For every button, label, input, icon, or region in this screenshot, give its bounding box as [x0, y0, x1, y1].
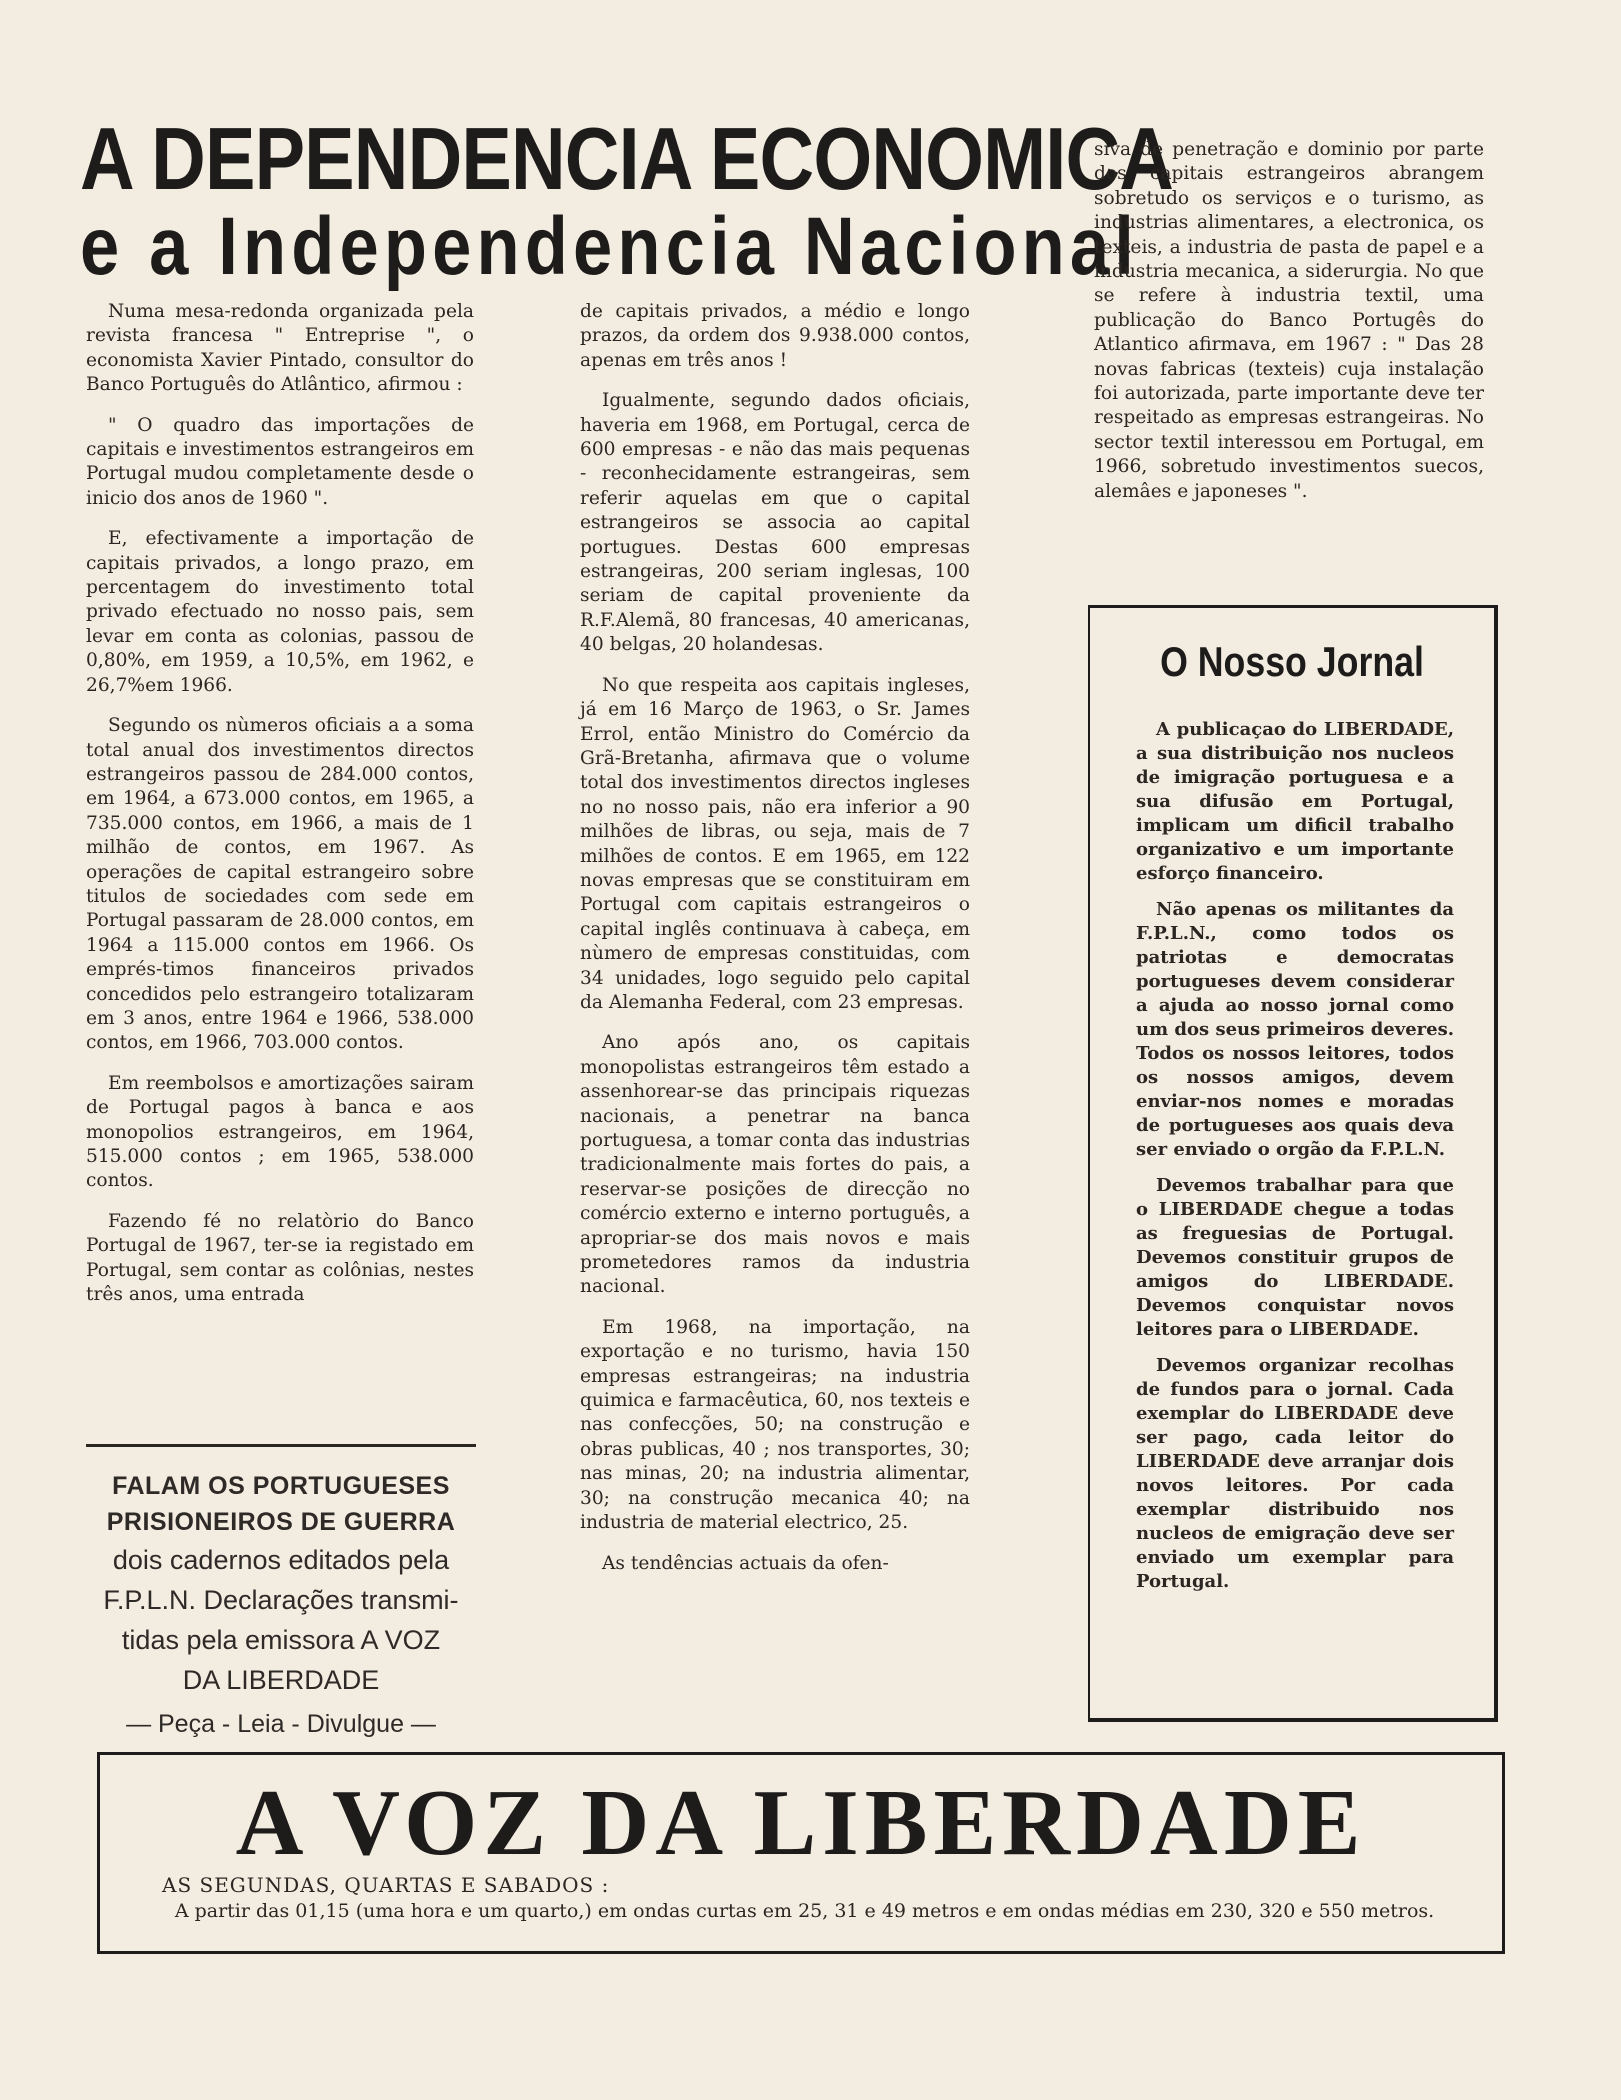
- paragraph: Igualmente, segundo dados oficiais, haveria em 1968, em Portugal, cerca de 600 empresas - e não das mais pequenas - reconhecidamente estrangeiras, sem referir aquelas em que o capital estrangeiros se associa ao capital portugues. Destas 600 empresas estrangeiras, 200 seriam inglesas, 100 seriam de capital proveniente da R.F.Alemã, 80 francesas, 40 americanas, 40 belgas, 20 holandesas.: [580, 390, 970, 656]
- promo-body-line2: F.P.L.N. Declarações transmi-: [103, 1585, 459, 1615]
- paragraph: No que respeita aos capitais ingleses, já em 16 Março de 1963, o Sr. James Errol, então Ministro do Comércio da Grã-Bretanha, afirmava que o volume total dos investimentos directos ingleses no no nosso pais, não era inferior a 90 milhões de libras, ou seja, mais de 7 milhões de contos. E em 1965, em 122 novas empresas que se constituiram em Portugal com capitais estrangeiros o capital inglês continuava à cabeça, em nùmero de empresas constituidas, com 34 unidades, logo seguido pelo capital da Alemanha Federal, com 23 empresas.: [580, 674, 970, 1013]
- paragraph: Segundo os nùmeros oficiais a a soma total anual dos investimentos directos estrangeiros passou de 284.000 contos, em 1964, a 673.000 contos, em 1965, a 735.000 contos, em 1966, a mais de 1 milhão de contos, em 1967. As operações de capital estrangeiro sobre titulos de sociedades com sede em Portugal passaram de 28.000 contos, em 1964 a 115.000 contos em 1966. Os emprés-timos financeiros privados concedidos pelo estrangeiro totalizaram em 3 anos, entre 1964 e 1966, 538.000 contos, em 1966, 703.000 contos.: [86, 715, 474, 1054]
- promo-body-line1: dois cadernos editados pela: [112, 1545, 450, 1575]
- promo-notice: [86, 1468, 476, 1744]
- box-title: O Nosso Jornal: [1160, 638, 1424, 685]
- headline-line1: A DEPENDENCIA ECONOMICA: [80, 109, 1174, 208]
- paragraph: Em 1968, na importação, na exportação e no turismo, havia 150 empresas estrangeiras; na industria quimica e farmacêutica, 60, nos texteis e nas confecções, 50; na construção e obras publicas, 40 ; nos transportes, 30; nas minas, 20; na industria alimentar, 30; na construção mecanica 40; na industria de material electrico, 25.: [580, 1316, 970, 1534]
- paragraph: Ano após ano, os capitais monopolistas estrangeiros têm estado a assenhorear-se das principais riquezas nacionais, a penetrar na banca portuguesa, a tomar conta das industrias tradicionalmente mais fortes do pais, a reservar-se posições de direcção no comércio externo e interno português, a apropriar-se dos mais novos e mais prometedores ramos da industria nacional.: [580, 1032, 970, 1298]
- paragraph: Numa mesa-redonda organizada pela revista francesa " Entreprise ", o economista Xavier Pintado, consultor do Banco Português do Atlântico, afirmou :: [86, 301, 474, 396]
- nosso-jornal-box: [1088, 605, 1498, 1722]
- promo-body-line3: tidas pela emissora A VOZ: [121, 1625, 441, 1655]
- paragraph: Em reembolsos e amortizações sairam de Portugal pagos à banca e aos monopolios estrangeiros, em 1964, 515.000 contos ; em 1965, 538.000 contos.: [86, 1072, 474, 1192]
- paragraph: Devemos organizar recolhas de fundos para o jornal. Cada exemplar do LIBERDADE deve ser pago, cada leitor do LIBERDADE deve arranjar dois novos leitores. Por cada exemplar distribuido nos nucleos de emigração deve ser enviado um exemplar para Portugal.: [1136, 1355, 1454, 1592]
- banner-title: A VOZ DA LIBERDADE: [235, 1771, 1367, 1875]
- paragraph: Devemos trabalhar para que o LIBERDADE chegue a todas as freguesias de Portugal. Devemos constituir grupos de amigos do LIBERDADE. Devemos conquistar novos leitores para o LIBERDADE.: [1136, 1175, 1454, 1340]
- article-column-2: [580, 300, 970, 1592]
- paragraph: E, efectivamente a importação de capitais privados, a longo prazo, em percentagem do investimento total privado efectuado no nosso pais, sem levar em conta as colonias, passou de 0,80%, em 1959, a 10,5%, em 1962, e 26,7%em 1966.: [86, 528, 474, 696]
- promo-title-line2: PRISIONEIROS DE GUERRA: [106, 1508, 456, 1536]
- article-column-3: [1094, 138, 1484, 520]
- promo-tagline: — Peça - Leia - Divulgue —: [126, 1710, 436, 1738]
- radio-banner: [97, 1752, 1505, 1954]
- paragraph: Fazendo fé no relatòrio do Banco Portugal de 1967, ter-se ia registado em Portugal, sem contar as colônias, nestes três anos, uma entrada: [86, 1210, 474, 1306]
- article-column-1: [86, 300, 474, 1323]
- paragraph: siva de penetração e dominio por parte dos capitais estrangeiros abrangem sobretudo os serviços e o turismo, as industrias alimentares, a electronica, os texteis, a industria de pasta de papel e a industria mecanica, a siderurgia. No que se refere à industria textil, uma publicação do Banco Portugês do Atlantico afirmava, em 1967 : " Das 28 novas fabricas (texteis) cuja instalação foi autorizada, parte importante deve ter respeitado as empresas estrangeiras. No sector textil interessou em Portugal, em 1966, sobretudo investimentos suecos, alemâes e japoneses ".: [1094, 139, 1484, 502]
- paragraph: A publicaçao do LIBERDADE, a sua distribuição nos nucleos de imigração portuguesa e a sua difusão em Portugal, implicam um dificil trabalho organizativo e um importante esforço financeiro.: [1136, 719, 1454, 884]
- promo-body-line4: DA LIBERDADE: [182, 1665, 380, 1695]
- paragraph: de capitais privados, a médio e longo prazos, da ordem dos 9.938.000 contos, apenas em três anos !: [580, 301, 970, 371]
- paragraph: As tendências actuais da ofen-: [602, 1552, 889, 1574]
- paragraph: " O quadro das importações de capitais e investimentos estrangeiros em Portugal mudou completamente desde o inicio dos anos de 1960 ".: [86, 414, 474, 509]
- box-body: [1136, 718, 1454, 1606]
- divider: [86, 1444, 476, 1447]
- paragraph: Não apenas os militantes da F.P.L.N., como todos os patriotas e democratas portugueses devem considerar a ajuda ao nosso jornal como um dos seus primeiros deveres. Todos os nossos leitores, todos os nossos amigos, devem enviar-nos nomes e moradas de portugueses aos quais deva ser enviado o orgão da F.P.L.N.: [1136, 899, 1454, 1160]
- banner-details: A partir das 01,15 (uma hora e um quarto,) em ondas curtas em 25, 31 e 49 metros e em ondas médias em 230, 320 e 550 metros.: [174, 1900, 1435, 1922]
- headline-line2: e a Independencia Nacional: [80, 201, 1140, 292]
- banner-schedule: AS SEGUNDAS, QUARTAS E SABADOS :: [162, 1873, 610, 1897]
- promo-title-line1: FALAM OS PORTUGUESES: [112, 1472, 450, 1500]
